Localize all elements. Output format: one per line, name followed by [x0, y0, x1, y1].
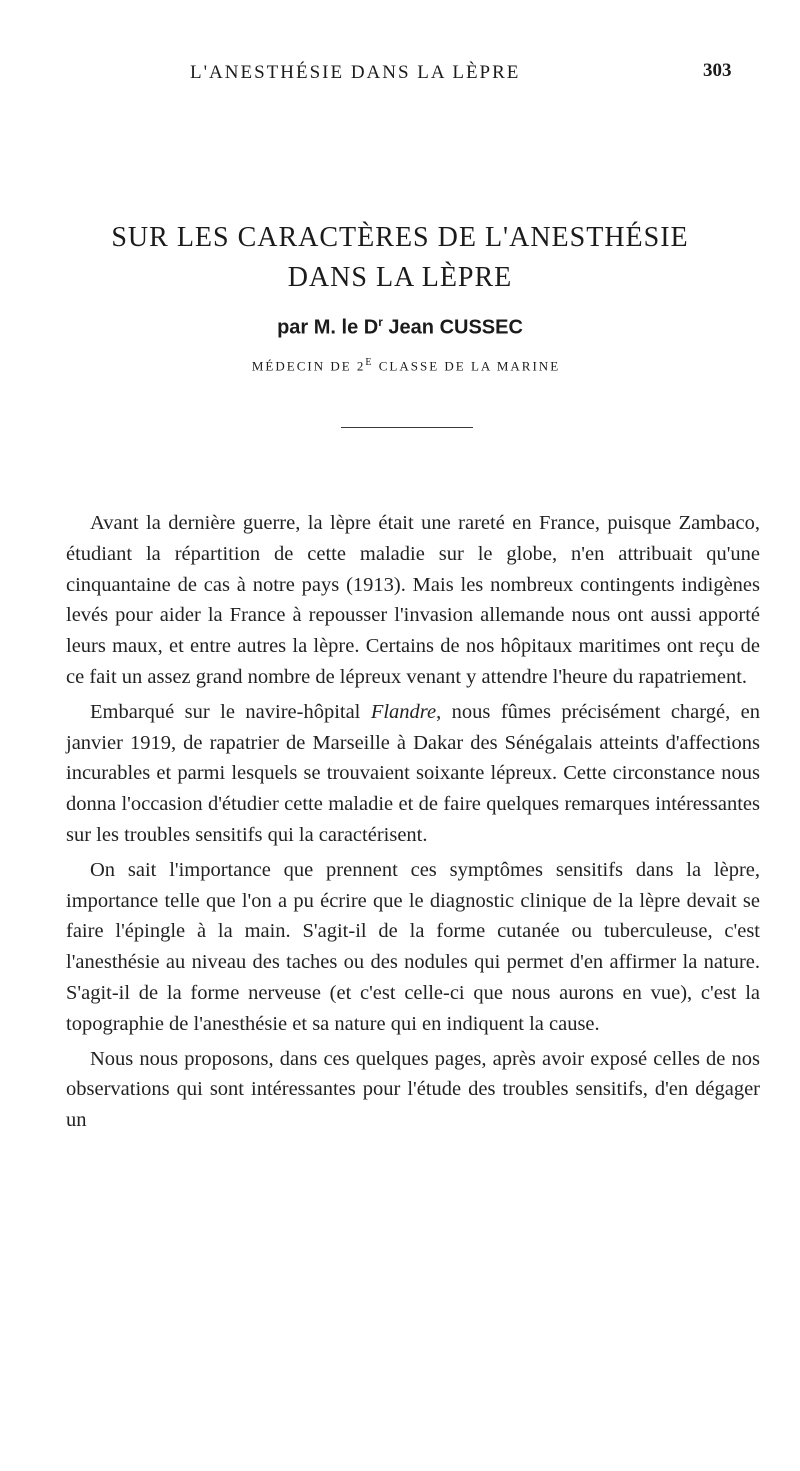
paragraph-2-end: , nous fûmes précisément chargé, en janvier 1919, de rapatrier de Marseille à Dakar des Sénégalais atteints d'affections incurables et parmi lesquels se trouvaient soixante lépreux. Cette circonstance nous donna l'occasion d'étudier cette maladie et de faire quelques remarques intéressantes sur les troubles sensitifs qui la caractérisent.: [66, 700, 760, 846]
author-name: Jean CUSSEC: [382, 316, 523, 339]
ship-name: Flandre: [370, 700, 437, 723]
paragraph-2-start: Embarqué sur le navire-hôpital: [90, 700, 371, 723]
affiliation-suffix: CLASSE DE LA MARINE: [373, 358, 561, 374]
affiliation-prefix: MÉDECIN DE 2: [251, 358, 366, 374]
article-title-line-1: SUR LES CARACTÈRES DE L'ANESTHÉSIE: [111, 222, 689, 253]
byline-sup: r: [378, 315, 383, 329]
article-body: [66, 508, 760, 1136]
page-number: 303: [703, 60, 732, 81]
section-divider: [341, 427, 473, 428]
author-affiliation: [0, 357, 800, 374]
paragraph-1: Avant la dernière guerre, la lèpre était une rareté en France, puisque Zambaco, étudiant la répartition de cette maladie sur le globe, n'en attribuait qu'une cinquantaine de cas à notre pays (1913). Mais les nombreux contingents indigènes levés pour aider la France à repousser l'invasion allemande nous ont aussi apporté leurs maux, et entre autres la lèpre. Certains de nos hôpitaux maritimes ont reçu de ce fait un assez grand nombre de lépreux venant y attendre l'heure du rapatriement.: [66, 512, 760, 688]
affiliation-sup: E: [365, 357, 374, 368]
author-byline: [0, 315, 800, 340]
article-title-line-2: DANS LA LÈPRE: [287, 262, 513, 293]
paragraph-2: [66, 697, 760, 851]
byline-prefix: par M. le D: [277, 316, 379, 339]
paragraph-3: On sait l'importance que prennent ces symptômes sensitifs dans la lèpre, importance telle que l'on a pu écrire que le diagnostic clinique de la lèpre devait se faire l'épingle à la main. S'agit-il de la forme cutanée ou tuberculeuse, c'est l'anesthésie au niveau des taches ou des nodules qui permet d'en affirmer la nature. S'agit-il de la forme nerveuse (et c'est celle-ci que nous aurons en vue), c'est la topographie de l'anesthésie et sa nature qui en indiquent la cause.: [66, 858, 760, 1035]
running-head: L'ANESTHÉSIE DANS LA LÈPRE: [190, 62, 521, 83]
paragraph-4: Nous nous proposons, dans ces quelques pages, après avoir exposé celles de nos observations qui sont intéressantes pour l'étude des troubles sensitifs, d'en dégager un: [66, 1047, 760, 1132]
